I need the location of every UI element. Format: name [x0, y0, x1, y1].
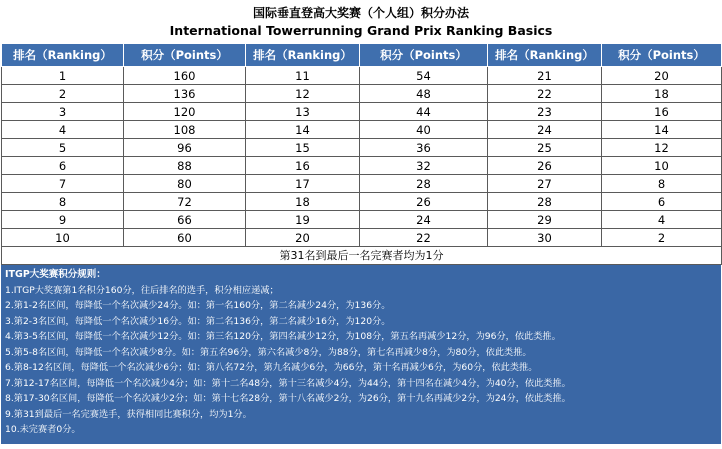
table-row — [2, 85, 722, 103]
table-body — [2, 67, 722, 247]
rule-item: 5.第5-8名区间，每降低一个名次减少8分。如：第五名96分，第六名减少8分，为88分，第七名再减少8分，为80分，依此类推。 — [5, 346, 532, 358]
table-row — [2, 157, 722, 175]
rank-cell: 4 — [2, 121, 124, 139]
points-cell: 28 — [360, 175, 488, 193]
rank-cell: 22 — [488, 85, 602, 103]
rank-cell: 10 — [2, 229, 124, 247]
table-footnote: 第31名到最后一名完赛者均为1分 — [2, 247, 722, 265]
rule-item: 4.第3-5名区间，每降低一个名次减少12分。如：第三名120分，第四名减少12分，为108分，第五名再减少12分，为96分，依此类推。 — [5, 331, 561, 342]
rank-cell: 1 — [2, 67, 124, 85]
rule-item: 9.第31到最后一名完赛选手，获得相同比赛积分，均为1分。 — [5, 408, 252, 420]
points-cell: 108 — [124, 121, 246, 139]
rank-cell: 27 — [488, 175, 602, 193]
points-cell: 18 — [602, 85, 722, 103]
rules-panel — [1, 265, 721, 444]
rank-cell: 8 — [2, 193, 124, 211]
points-cell: 22 — [360, 229, 488, 247]
points-cell: 4 — [602, 211, 722, 229]
rank-cell: 7 — [2, 175, 124, 193]
rank-cell: 14 — [246, 121, 360, 139]
rank-cell: 28 — [488, 193, 602, 211]
header-ranking-3: 排名（Ranking） — [488, 44, 602, 67]
rank-cell: 11 — [246, 67, 360, 85]
points-cell: 80 — [124, 175, 246, 193]
points-cell: 54 — [360, 67, 488, 85]
rank-cell: 30 — [488, 229, 602, 247]
points-cell: 32 — [360, 157, 488, 175]
table-row — [2, 175, 722, 193]
header-ranking-2: 排名（Ranking） — [246, 44, 360, 67]
points-cell: 136 — [124, 85, 246, 103]
rank-cell: 2 — [2, 85, 124, 103]
points-cell: 26 — [360, 193, 488, 211]
points-cell: 44 — [360, 103, 488, 121]
points-cell: 72 — [124, 193, 246, 211]
points-cell: 40 — [360, 121, 488, 139]
table-row — [2, 121, 722, 139]
ranking-table — [1, 43, 722, 265]
header-points-3: 积分（Points） — [602, 44, 722, 67]
rule-item: 8.第17-30名区间，每降低一个名次减少2分；如：第十七名28分，第十八名减少2分，为26分，第十九名再减少2分，为24分，依此类推。 — [5, 393, 571, 404]
page-title-english: International Towerrunning Grand Prix Ranking Basics — [169, 23, 553, 38]
header-points-2: 积分（Points） — [360, 44, 488, 67]
points-cell: 160 — [124, 67, 246, 85]
rule-item: 3.第2-3名区间，每降低一个名次减少16分。如：第二名136分，第二名减少16分，为120分。 — [5, 315, 391, 327]
rank-cell: 15 — [246, 139, 360, 157]
rank-cell: 19 — [246, 211, 360, 229]
table-row — [2, 229, 722, 247]
rank-cell: 21 — [488, 67, 602, 85]
points-cell: 88 — [124, 157, 246, 175]
rule-item: 7.第12-17名区间，每降低一个名次减少4分；如：第十二名48分，第十三名减少4分，为44分，第十四名在减少4分，为40分，依此类推。 — [5, 377, 571, 389]
rank-cell: 25 — [488, 139, 602, 157]
rule-item: 6.第8-12名区间，每降低一个名次减少6分；如：第八名72分，第九名减少6分，为66分，第十名再减少6分，为60分，依此类推。 — [5, 362, 538, 373]
points-cell: 6 — [602, 193, 722, 211]
rank-cell: 23 — [488, 103, 602, 121]
points-cell: 66 — [124, 211, 246, 229]
table-row — [2, 211, 722, 229]
rank-cell: 26 — [488, 157, 602, 175]
points-cell: 96 — [124, 139, 246, 157]
points-cell: 12 — [602, 139, 722, 157]
rank-cell: 17 — [246, 175, 360, 193]
rank-cell: 3 — [2, 103, 124, 121]
rank-cell: 24 — [488, 121, 602, 139]
points-cell: 36 — [360, 139, 488, 157]
points-cell: 2 — [602, 229, 722, 247]
rank-cell: 20 — [246, 229, 360, 247]
points-cell: 120 — [124, 103, 246, 121]
points-cell: 48 — [360, 85, 488, 103]
points-cell: 16 — [602, 103, 722, 121]
table-header-row — [2, 44, 722, 67]
points-cell: 14 — [602, 121, 722, 139]
rank-cell: 29 — [488, 211, 602, 229]
points-cell: 10 — [602, 157, 722, 175]
rule-item: 2.第1-2名区间，每降低一个名次减少24分。如：第一名160分，第二名减少24分，为136分。 — [5, 300, 391, 311]
rank-cell: 16 — [246, 157, 360, 175]
page-title-chinese: 国际垂直登高大奖赛（个人组）积分办法 — [252, 6, 469, 20]
header-points-1: 积分（Points） — [124, 44, 246, 67]
rank-cell: 12 — [246, 85, 360, 103]
footnote-row — [2, 247, 722, 265]
title-block — [0, 0, 722, 43]
points-cell: 60 — [124, 229, 246, 247]
rule-item: 1.ITGP大奖赛第1名积分160分，往后排名的选手，积分相应递减； — [5, 284, 279, 296]
rank-cell: 9 — [2, 211, 124, 229]
table-row — [2, 67, 722, 85]
header-ranking-1: 排名（Ranking） — [2, 44, 124, 67]
rank-cell: 18 — [246, 193, 360, 211]
rank-cell: 5 — [2, 139, 124, 157]
rank-cell: 13 — [246, 103, 360, 121]
rule-item: 10.未完赛者0分。 — [5, 424, 81, 435]
points-cell: 20 — [602, 67, 722, 85]
table-row — [2, 193, 722, 211]
points-cell: 24 — [360, 211, 488, 229]
rules-list — [5, 283, 717, 438]
rank-cell: 6 — [2, 157, 124, 175]
table-row — [2, 103, 722, 121]
table-row — [2, 139, 722, 157]
points-cell: 8 — [602, 175, 722, 193]
rules-title: ITGP大奖赛积分规则： — [5, 269, 106, 280]
